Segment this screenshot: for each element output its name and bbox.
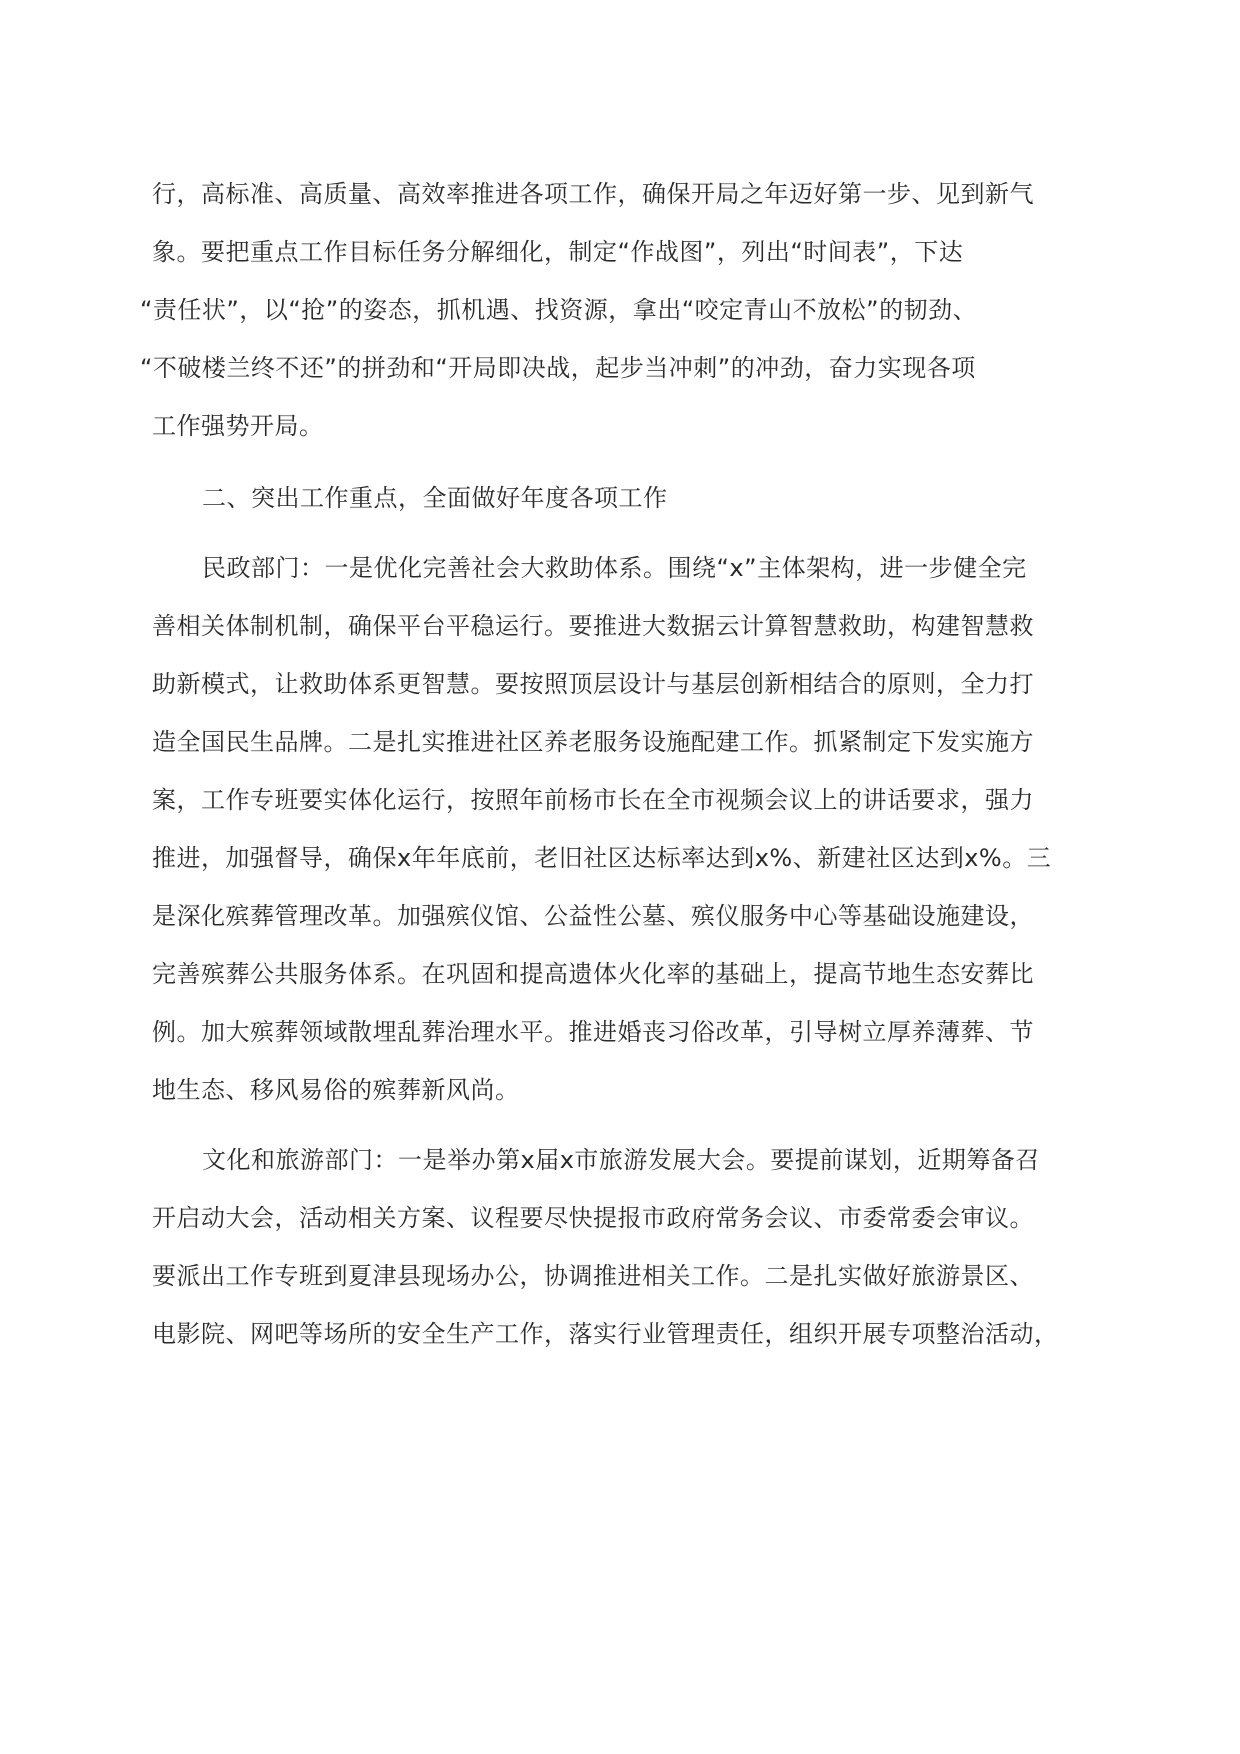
body-line: 工作强势开局。 bbox=[152, 412, 324, 440]
body-line: 案，工作专班要实体化运行，按照年前杨市长在全市视频会议上的讲话要求，强力 bbox=[152, 786, 1034, 814]
body-line: 行，高标准、高质量、高效率推进各项工作，确保开局之年迈好第一步、见到新气 bbox=[152, 180, 1034, 208]
body-line: 完善殡葬公共服务体系。在巩固和提高遗体火化率的基础上，提高节地生态安葬比 bbox=[152, 960, 1034, 988]
body-line: 象。要把重点工作目标任务分解细化，制定“作战图”，列出“时间表”，下达 bbox=[152, 238, 964, 266]
section-heading: 二、突出工作重点，全面做好年度各项工作 bbox=[202, 484, 668, 512]
body-line: “不破楼兰终不还”的拼劲和“开局即决战，起步当冲刺”的冲劲，奋力实现各项 bbox=[140, 354, 976, 382]
body-line: 例。加大殡葬领域散埋乱葬治理水平。推进婚丧习俗改革，引导树立厚养薄葬、节 bbox=[152, 1018, 1034, 1046]
body-line: “责任状”，以“抢”的姿态，抓机遇、找资源，拿出“咬定青山不放松”的韧劲、 bbox=[140, 296, 978, 324]
body-line: 助新模式，让救助体系更智慧。要按照顶层设计与基层创新相结合的原则，全力打 bbox=[152, 670, 1034, 698]
body-line: 推进，加强督导，确保x年年底前，老旧社区达标率达到x%、新建社区达到x%。三 bbox=[152, 844, 1052, 872]
body-line: 善相关体制机制，确保平台平稳运行。要推进大数据云计算智慧救助，构建智慧救 bbox=[152, 612, 1034, 640]
paragraph-start-line: 民政部门：一是优化完善社会大救助体系。围绕“x”主体架构，进一步健全完 bbox=[202, 554, 1027, 582]
body-line: 开启动大会，活动相关方案、议程要尽快提报市政府常务会议、市委常委会审议。 bbox=[152, 1204, 1034, 1232]
body-line: 造全国民生品牌。二是扎实推进社区养老服务设施配建工作。抓紧制定下发实施方 bbox=[152, 728, 1034, 756]
body-line: 要派出工作专班到夏津县现场办公，协调推进相关工作。二是扎实做好旅游景区、 bbox=[152, 1262, 1034, 1290]
body-line: 电影院、网吧等场所的安全生产工作，落实行业管理责任，组织开展专项整治活动， bbox=[152, 1320, 1059, 1348]
paragraph-start-line: 文化和旅游部门：一是举办第x届x市旅游发展大会。要提前谋划，近期筹备召 bbox=[202, 1146, 1040, 1174]
body-line: 是深化殡葬管理改革。加强殡仪馆、公益性公墓、殡仪服务中心等基础设施建设， bbox=[152, 902, 1034, 930]
body-line: 地生态、移风易俗的殡葬新风尚。 bbox=[152, 1076, 520, 1104]
